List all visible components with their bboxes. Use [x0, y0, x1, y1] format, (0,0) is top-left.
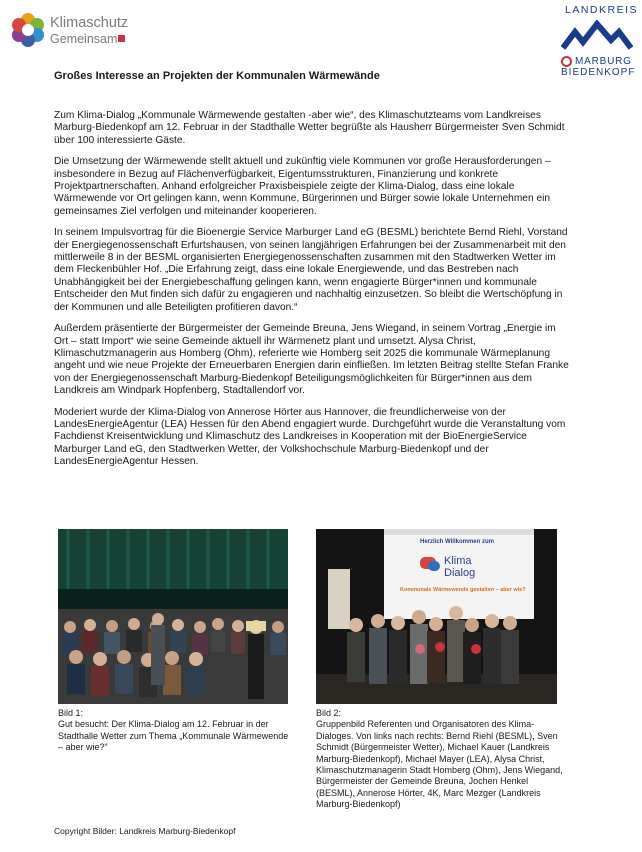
- group-photo: [316, 529, 557, 704]
- logo-right-line3: BIEDENKOPF: [561, 67, 636, 78]
- caption-bild2: [316, 708, 566, 811]
- paragraph: In seinem Impulsvortrag für die Bioenergie Service Marburger Land eG (BESML) berichtete Bernd Riehl, Vorstand der Energiegenossenschaft Erfurtshausen, von seinen langjährigen Erfahrungen bei der Zusammenarbeit mit den mittlerweile 8 in der BESML organisierten Energiegenossenschaften zusammen mit den Stadtwerken Wetter im dem Fleckenbühler Hof. „Die Erfahrung zeigt, dass eine lokale Energiewende, und das Bestreben nach Unabhängigkeit bei der Energiebeschaffung gelingen kann, wenn engagierte Bürger*innen und kommunale Entscheider den Mut finden sich dafür zu engagieren und nachhaltig einzusetzen. So bleibt die Wertschöpfung in der Kommunen und alle Beteiligten profitieren davon.“: [54, 227, 568, 313]
- article-body: [54, 110, 570, 478]
- caption-bild2-text: Gruppenbild Referenten und Organisatoren des Klima-Dialoges. Von links nach rechts: Bernd Riehl (BESML), Sven Schmidt (Bürgermeister Wetter), Michael Kauer (Landkreis Marburg-Biedenkopf), Michael Mayer (LEA), Alysa Christ, Klimaschutzmanagerin Stadt Homberg (Ohm), Jens Wiegand, Bürgermeister der Gemeinde Breuna, Jochen Henkel (BESML), Annerose Hörter, 4K, Marc Mezger (Landkreis Marburg-Biedenkopf): [316, 719, 563, 810]
- caption-bild1: [58, 708, 290, 754]
- logo-left-line2-text: Gemeinsam: [50, 32, 118, 46]
- audience-photo: [58, 529, 288, 704]
- paragraph: Zum Klima-Dialog „Kommunale Wärmewende gestalten -aber wie“, des Klimaschutzteams vom Landkreises Marburg-Biedenkopf am 12. Februar in der Stadthalle Wetter begrüßte als Hausherr Bürgermeister Sven Schmidt über 100 interessierte Gäste.: [54, 110, 565, 146]
- logo-right-line2: MARBURG: [575, 56, 632, 67]
- location-pin-icon: [561, 56, 572, 67]
- klimaschutz-flower-icon: [8, 10, 48, 50]
- caption-bild1-label: Bild 1:: [58, 708, 84, 718]
- klimaschutz-gemeinsam-logo: [8, 10, 148, 54]
- logo-left-line1: Klimaschutz: [50, 15, 129, 31]
- article-title: Großes Interesse an Projekten der Kommunalen Wärmewände: [54, 70, 380, 82]
- paragraph: Moderiert wurde der Klima-Dialog von Annerose Hörter aus Hannover, die freundlicherweise von der LandesEnergieAgentur (LEA) Hessen für den Abend engagiert wurde. Durchgeführt wurde die Veranstaltung vom Fachdienst Kreisentwicklung und Klimaschutz des Landkreises in Kooperation mit der BioEnergieService Marburger Land eG, den Stadtwerken Wetter, der Volkshochschule Marburg-Biedenkopf und der LandesEnergieAgentur Hessen.: [54, 406, 566, 468]
- red-square-icon: [118, 35, 125, 42]
- screen-brand-line2: Dialog: [444, 567, 476, 579]
- logo-left-line2: [50, 32, 125, 46]
- logo-right-line1: LANDKREIS: [565, 4, 639, 16]
- landkreis-logo: [555, 2, 639, 78]
- screen-brand-line1: Klima: [444, 555, 472, 567]
- mountain-icon: [561, 20, 633, 50]
- paragraph: Außerdem präsentierte der Bürgermeister der Gemeinde Breuna, Jens Wiegand, in seinem Vortrag „Energie im Ort – statt Import“ wie seine Gemeinde aktuell ihr Wärmenetz plant und umsetzt. Alysa Christ, Klimaschutzmanagerin aus Homberg (Ohm), referierte wie Homberg seit 2025 die kommunale Wärmeplanung angeht und wie neue Projekte der Erneuerbaren Energien darin einfließen. Im letzten Beitrag stellte Stefan Franke von der Energiegenossenschaft Marburg-Biedenkopf Beteiligungsmöglichkeiten für Bürger*innen aus dem Landkreis am Windpark Hopfenberg, Stadtallendorf vor.: [54, 323, 569, 397]
- copyright-note: Copyright Bilder: Landkreis Marburg-Biedenkopf: [54, 826, 236, 836]
- paragraph: Die Umsetzung der Wärmewende stellt aktuell und zukünftig viele Kommunen vor große Herausforderungen – insbesondere in Bezug auf Flächenverfügbarkeit, Eigentumsstrukturen, Finanzierung und konkrete Projektpartnerschaften. Anhand erfolgreicher Praxisbeispiele zeigte der Klima-Dialog, dass eine lokale Wärmewende vor Ort gelingen kann, wenn Kommune, Bürgerinnen und Bürger sowie lokale Unternehmen ein gemeinsames Ziel verfolgen und miteinander kooperieren.: [54, 156, 551, 217]
- screen-welcome-text: Herzlich Willkommen zum: [420, 539, 494, 545]
- caption-bild1-text: Gut besucht: Der Klima-Dialog am 12. Februar in der Stadthalle Wetter zum Thema „Kommunale Wärmewende – aber wie?“: [58, 719, 289, 753]
- caption-bild2-label: Bild 2:: [316, 708, 342, 718]
- screen-subtitle: Kommunale Wärmewende gestalten – aber wie?: [400, 587, 526, 593]
